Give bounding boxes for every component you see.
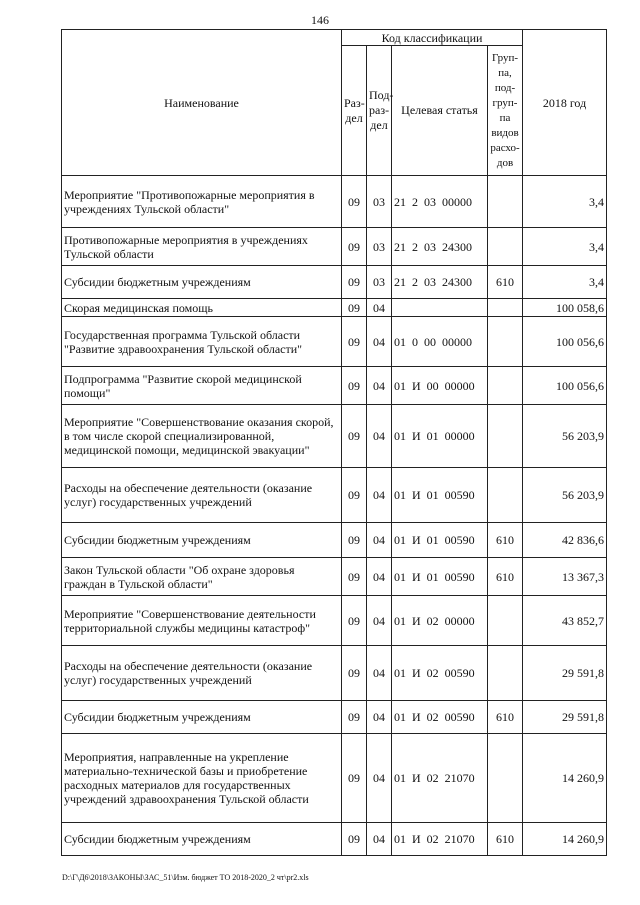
table-row xyxy=(62,523,607,558)
table-row xyxy=(62,468,607,523)
row-group xyxy=(488,299,523,317)
row-section: 09 xyxy=(342,646,367,701)
row-name: Подпрограмма "Развитие скорой медицинской помощи" xyxy=(62,367,342,405)
row-subsection: 04 xyxy=(367,701,392,734)
row-name: Субсидии бюджетным учреждениям xyxy=(62,701,342,734)
row-section: 09 xyxy=(342,558,367,596)
row-group: 610 xyxy=(488,701,523,734)
table-row xyxy=(62,558,607,596)
row-name: Закон Тульской области "Об охране здоровья граждан в Тульской области" xyxy=(62,558,342,596)
table-row xyxy=(62,367,607,405)
row-group xyxy=(488,734,523,823)
row-section: 09 xyxy=(342,823,367,856)
row-target: 21 2 03 24300 xyxy=(392,266,488,299)
row-section: 09 xyxy=(342,317,367,367)
row-name: Расходы на обеспечение деятельности (оказание услуг) государственных учреждений xyxy=(62,646,342,701)
row-target: 01 И 02 00000 xyxy=(392,596,488,646)
row-amount: 29 591,8 xyxy=(523,701,607,734)
row-target: 01 И 02 00590 xyxy=(392,701,488,734)
header-name: Наименование xyxy=(62,30,342,176)
row-amount: 42 836,6 xyxy=(523,523,607,558)
table-row xyxy=(62,317,607,367)
row-amount: 100 058,6 xyxy=(523,299,607,317)
row-target: 01 И 01 00590 xyxy=(392,523,488,558)
header-subsection-line: раз- xyxy=(369,103,390,117)
table-row xyxy=(62,405,607,468)
row-target: 01 И 01 00590 xyxy=(392,558,488,596)
row-amount: 100 056,6 xyxy=(523,317,607,367)
row-subsection: 03 xyxy=(367,176,392,228)
footer-file-path: D:\Г\Д6\2018\ЗАКОНЫ\ЗАС_51\Изм. бюджет ТО 2018-2020_2 чт\pr2.xls xyxy=(62,873,309,882)
row-group: 610 xyxy=(488,266,523,299)
row-subsection: 04 xyxy=(367,596,392,646)
row-name: Противопожарные мероприятия в учреждениях Тульской области xyxy=(62,228,342,266)
table-row xyxy=(62,734,607,823)
row-target: 01 И 01 00590 xyxy=(392,468,488,523)
row-subsection: 04 xyxy=(367,823,392,856)
table-row xyxy=(62,596,607,646)
header-expense-group xyxy=(488,46,523,176)
header-expense-group-line: расхо- xyxy=(490,141,520,154)
row-amount: 14 260,9 xyxy=(523,823,607,856)
header-expense-group-line: Груп- xyxy=(491,51,519,64)
row-amount: 56 203,9 xyxy=(523,405,607,468)
row-amount: 3,4 xyxy=(523,176,607,228)
table-row xyxy=(62,228,607,266)
header-expense-group-line: видов xyxy=(491,126,519,139)
row-name: Мероприятие "Противопожарные мероприятия в учреждениях Тульской области" xyxy=(62,176,342,228)
table-row xyxy=(62,646,607,701)
table-row xyxy=(62,823,607,856)
header-section-line: дел xyxy=(345,110,363,125)
header-section xyxy=(342,46,367,176)
row-section: 09 xyxy=(342,176,367,228)
header-subsection xyxy=(367,46,392,176)
row-target: 01 И 00 00000 xyxy=(392,367,488,405)
row-group xyxy=(488,468,523,523)
row-target: 01 И 02 21070 xyxy=(392,734,488,823)
row-amount: 13 367,3 xyxy=(523,558,607,596)
row-section: 09 xyxy=(342,367,367,405)
row-amount: 3,4 xyxy=(523,228,607,266)
row-amount: 14 260,9 xyxy=(523,734,607,823)
row-group xyxy=(488,646,523,701)
row-section: 09 xyxy=(342,596,367,646)
row-subsection: 04 xyxy=(367,367,392,405)
row-target: 01 И 02 21070 xyxy=(392,823,488,856)
budget-table xyxy=(61,29,607,856)
row-subsection: 04 xyxy=(367,646,392,701)
row-group xyxy=(488,405,523,468)
row-subsection: 04 xyxy=(367,405,392,468)
row-group xyxy=(488,367,523,405)
row-group: 610 xyxy=(488,558,523,596)
row-amount: 29 591,8 xyxy=(523,646,607,701)
header-expense-group-line: груп- xyxy=(492,96,518,109)
row-target: 01 И 01 00000 xyxy=(392,405,488,468)
row-section: 09 xyxy=(342,405,367,468)
row-subsection: 04 xyxy=(367,558,392,596)
row-group xyxy=(488,228,523,266)
row-target: 01 0 00 00000 xyxy=(392,317,488,367)
row-target: 21 2 03 24300 xyxy=(392,228,488,266)
row-subsection: 04 xyxy=(367,734,392,823)
header-section-line: Раз- xyxy=(344,95,365,110)
row-name: Скорая медицинская помощь xyxy=(62,299,342,317)
row-subsection: 03 xyxy=(367,228,392,266)
row-subsection: 04 xyxy=(367,523,392,558)
row-section: 09 xyxy=(342,266,367,299)
row-section: 09 xyxy=(342,228,367,266)
header-expense-group-line: под- xyxy=(494,81,516,94)
row-name: Субсидии бюджетным учреждениям xyxy=(62,823,342,856)
header-subsection-line: дел xyxy=(370,118,388,132)
row-group xyxy=(488,596,523,646)
header-subsection-line: Под- xyxy=(369,88,394,102)
row-name: Государственная программа Тульской области "Развитие здравоохранения Тульской области" xyxy=(62,317,342,367)
header-year: 2018 год xyxy=(523,30,607,176)
row-section: 09 xyxy=(342,299,367,317)
row-name: Мероприятия, направленные на укрепление материально-технической базы и приобретение расходных материалов для государственных учреждений здравоохранения Тульской области xyxy=(62,734,342,823)
row-amount: 56 203,9 xyxy=(523,468,607,523)
header-expense-group-line: па, xyxy=(498,66,512,79)
row-target: 21 2 03 00000 xyxy=(392,176,488,228)
table-row xyxy=(62,701,607,734)
row-name: Субсидии бюджетным учреждениям xyxy=(62,523,342,558)
page-number: 146 xyxy=(311,13,329,27)
row-name: Мероприятие "Совершенствование оказания скорой, в том числе скорой специализированной, медицинской помощи, медицинской эвакуации" xyxy=(62,405,342,468)
row-section: 09 xyxy=(342,523,367,558)
row-section: 09 xyxy=(342,468,367,523)
row-target: 01 И 02 00590 xyxy=(392,646,488,701)
header-expense-group-line: па xyxy=(499,111,511,124)
row-target xyxy=(392,299,488,317)
table-row xyxy=(62,176,607,228)
header-target-item: Целевая статья xyxy=(392,46,488,176)
row-group: 610 xyxy=(488,523,523,558)
row-subsection: 04 xyxy=(367,299,392,317)
header-classification-code: Код классификации xyxy=(342,30,523,46)
row-subsection: 04 xyxy=(367,317,392,367)
row-group xyxy=(488,176,523,228)
row-subsection: 03 xyxy=(367,266,392,299)
row-amount: 43 852,7 xyxy=(523,596,607,646)
row-section: 09 xyxy=(342,734,367,823)
header-expense-group-line: дов xyxy=(496,156,514,169)
row-group xyxy=(488,317,523,367)
row-name: Расходы на обеспечение деятельности (оказание услуг) государственных учреждений xyxy=(62,468,342,523)
row-subsection: 04 xyxy=(367,468,392,523)
table-row xyxy=(62,299,607,317)
row-name: Субсидии бюджетным учреждениям xyxy=(62,266,342,299)
row-section: 09 xyxy=(342,701,367,734)
table-row xyxy=(62,266,607,299)
row-name: Мероприятие "Совершенствование деятельности территориальной службы медицины катастроф" xyxy=(62,596,342,646)
row-amount: 100 056,6 xyxy=(523,367,607,405)
row-group: 610 xyxy=(488,823,523,856)
row-amount: 3,4 xyxy=(523,266,607,299)
